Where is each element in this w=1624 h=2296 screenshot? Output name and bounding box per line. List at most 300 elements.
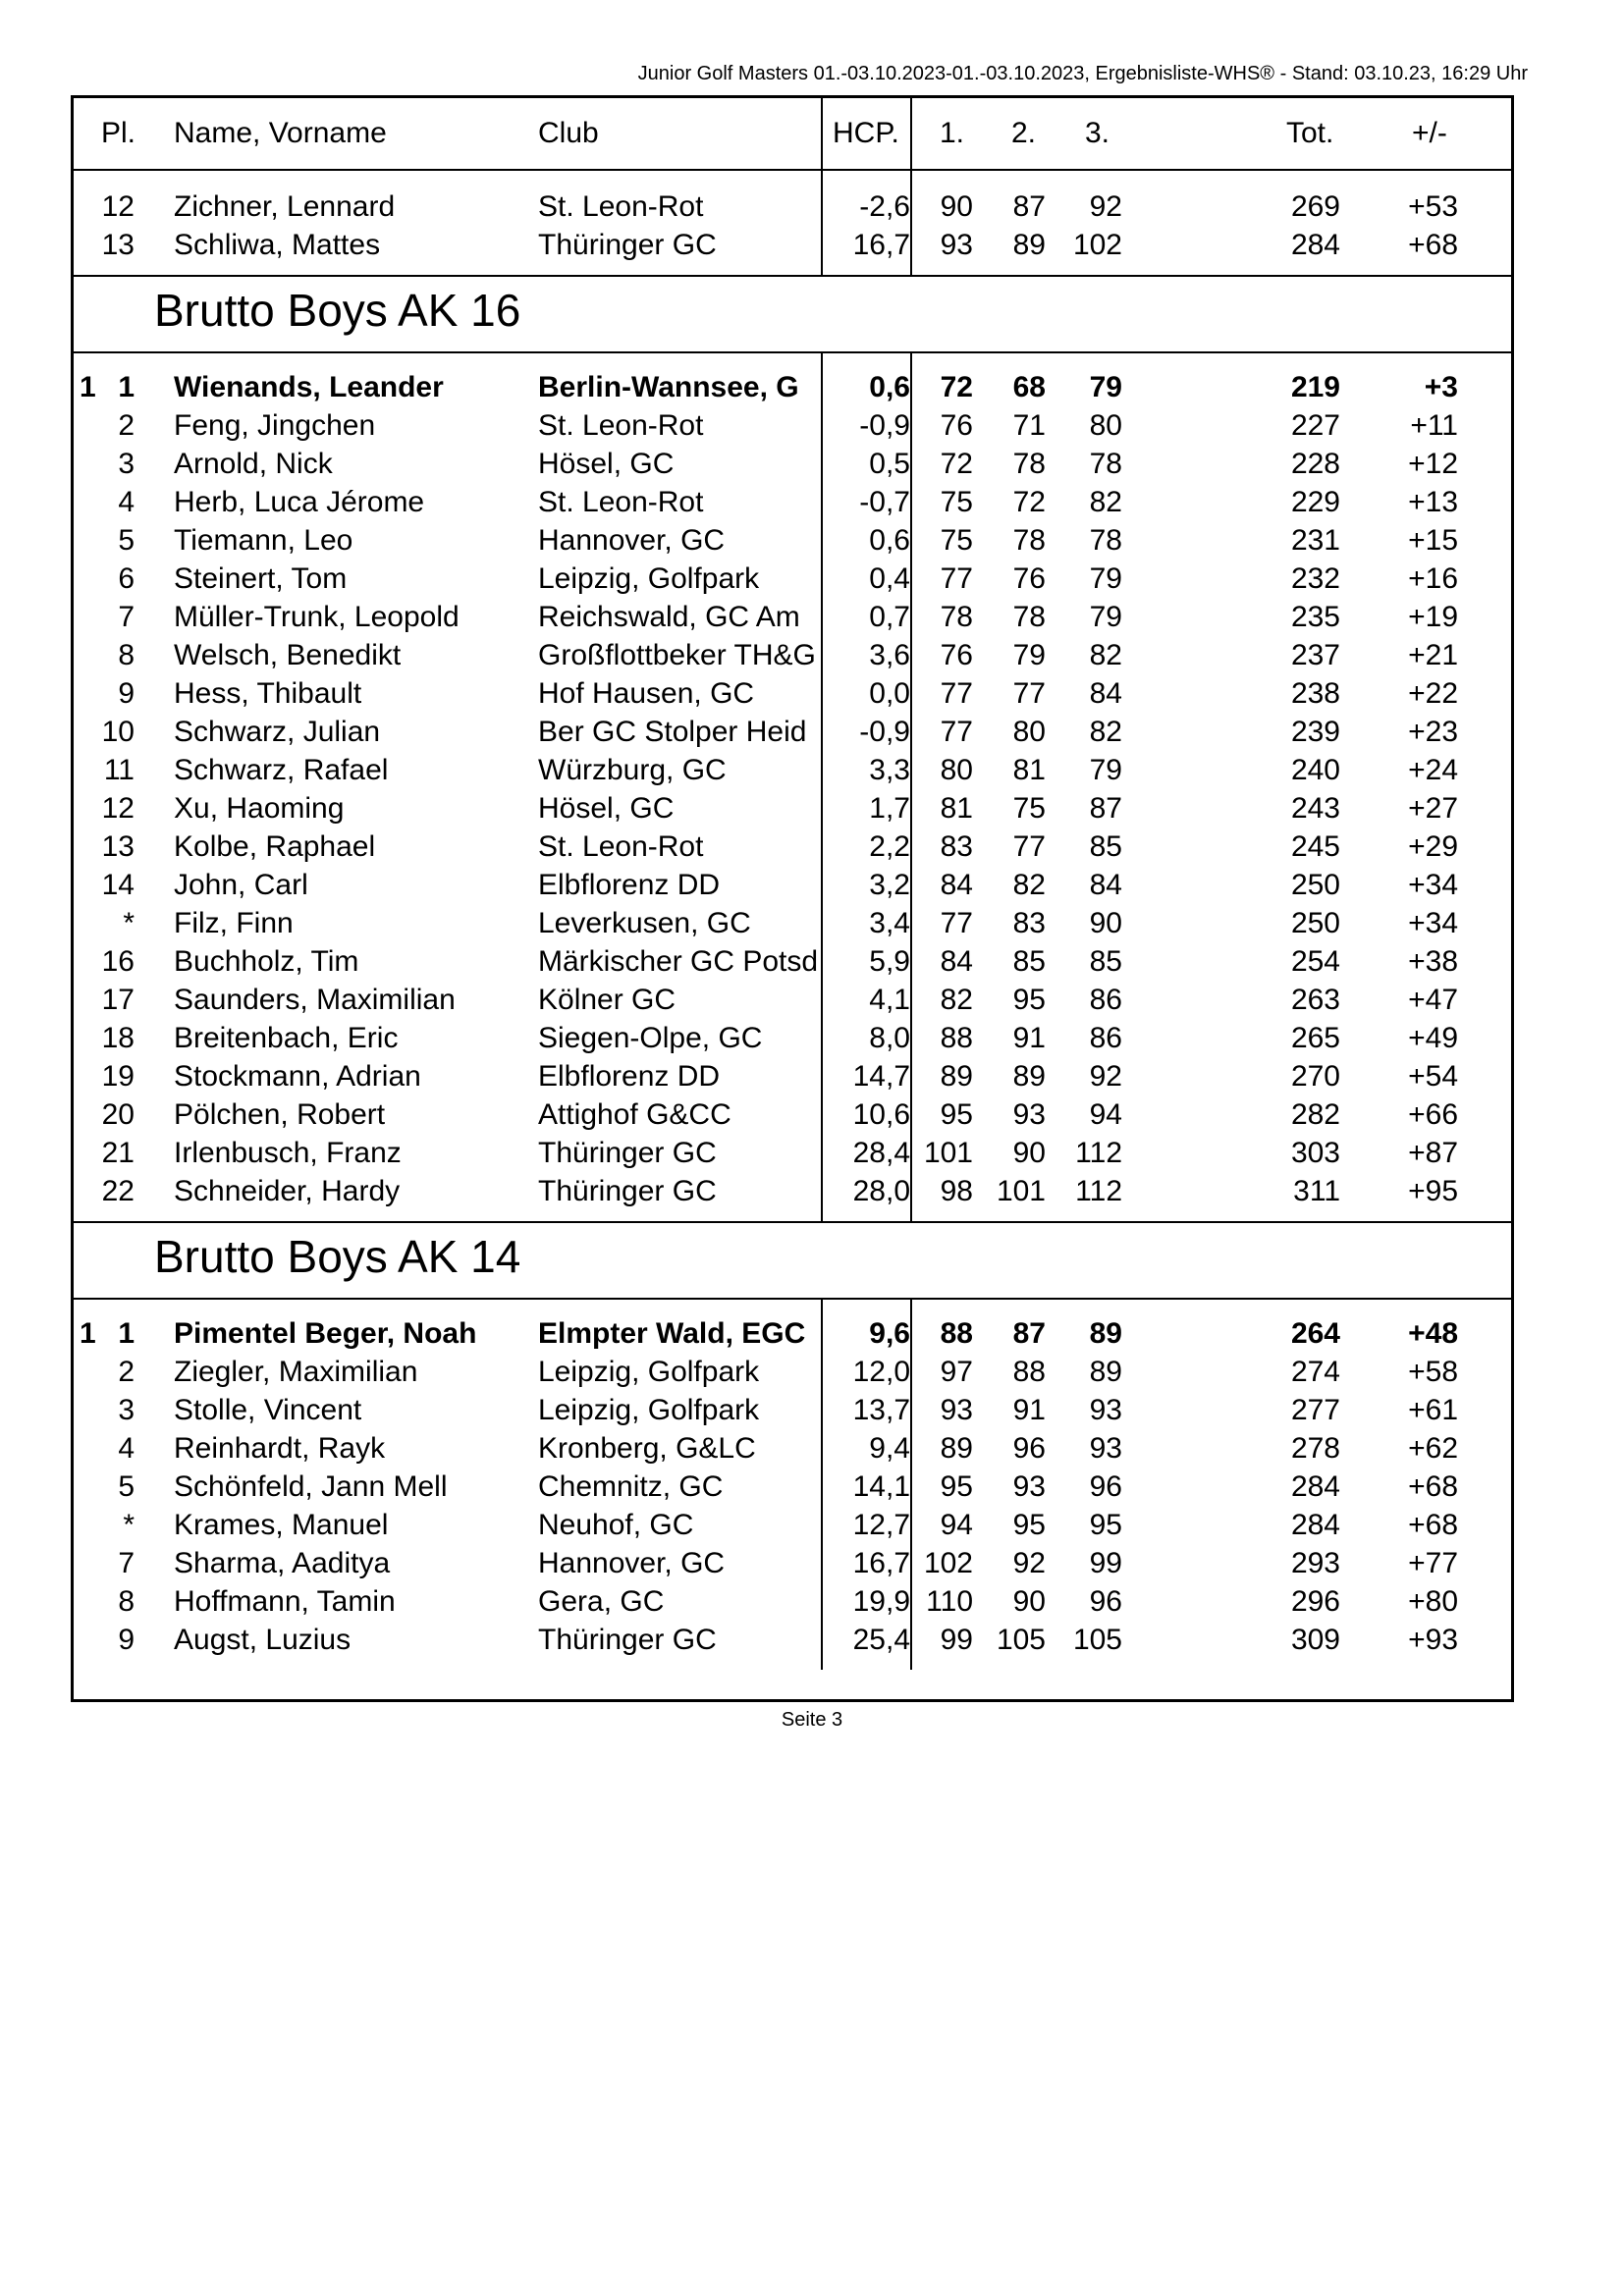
cell-place: 13	[101, 229, 135, 261]
cell-total: 243	[1290, 792, 1340, 825]
cell-place: 12	[101, 792, 135, 825]
cell-hcp: 0,5	[869, 448, 910, 480]
cell-club: Neuhof, GC	[538, 1509, 694, 1541]
cell-r3: 92	[1089, 190, 1122, 223]
cell-r2: 93	[1012, 1098, 1046, 1131]
cell-r2: 89	[1012, 229, 1046, 261]
cell-r2: 85	[1012, 945, 1046, 978]
cell-r3: 78	[1089, 524, 1122, 557]
cell-hcp: 2,2	[869, 830, 910, 863]
table-row	[74, 370, 1511, 408]
cell-r3: 112	[1075, 1175, 1122, 1207]
section-divider	[74, 1221, 1511, 1223]
cell-hcp: 25,4	[852, 1624, 910, 1656]
column-divider-rounds	[910, 1298, 912, 1670]
cell-total: 240	[1290, 754, 1340, 786]
table-row	[74, 1623, 1511, 1661]
section-title: Brutto Boys AK 14	[154, 1231, 521, 1282]
column-divider-hcp	[821, 1298, 823, 1670]
cell-r1: 77	[940, 907, 973, 939]
cell-total: 235	[1290, 601, 1340, 633]
cell-r2: 72	[1012, 486, 1046, 518]
cell-r3: 93	[1089, 1432, 1122, 1465]
cell-name: Pimentel Beger, Noah	[174, 1317, 477, 1350]
cell-name: Buchholz, Tim	[174, 945, 359, 978]
cell-name: Schwarz, Rafael	[174, 754, 389, 786]
cell-r2: 78	[1012, 524, 1046, 557]
cell-club: Leipzig, Golfpark	[538, 1356, 760, 1388]
cell-r2: 76	[1012, 562, 1046, 595]
cell-name: Krames, Manuel	[174, 1509, 389, 1541]
cell-name: Müller-Trunk, Leopold	[174, 601, 460, 633]
table-row	[74, 1431, 1511, 1469]
table-row	[74, 829, 1511, 868]
cell-name: Xu, Haoming	[174, 792, 345, 825]
cell-hcp: 16,7	[852, 229, 910, 261]
cell-r1: 81	[940, 792, 973, 825]
document-header: Junior Golf Masters 01.-03.10.2023-01.-03.10.2023, Ergebnisliste-WHS® - Stand: 03.10.23, 16:29 Uhr	[637, 63, 1528, 84]
cell-place: 7	[118, 1547, 135, 1579]
cell-hcp: 5,9	[869, 945, 910, 978]
cell-name: John, Carl	[174, 869, 308, 901]
cell-r1: 78	[940, 601, 973, 633]
cell-place: 16	[101, 945, 135, 978]
cell-hcp: 4,1	[869, 984, 910, 1016]
cell-club: Thüringer GC	[538, 229, 717, 261]
cell-hcp: -0,7	[859, 486, 910, 518]
table-row	[74, 1316, 1511, 1355]
cell-hcp: 28,4	[852, 1137, 910, 1169]
cell-name: Schliwa, Mattes	[174, 229, 381, 261]
cell-place: 7	[118, 601, 135, 633]
page-number: Seite 3	[781, 1709, 843, 1731]
cell-club: St. Leon-Rot	[538, 409, 704, 442]
cell-diff: +49	[1408, 1022, 1458, 1054]
cell-r3: 82	[1089, 486, 1122, 518]
cell-hcp: 1,7	[869, 792, 910, 825]
cell-place: 4	[118, 486, 135, 518]
cell-r2: 77	[1012, 677, 1046, 710]
cell-total: 284	[1290, 1470, 1340, 1503]
cell-name: Arnold, Nick	[174, 448, 333, 480]
cell-diff: +77	[1408, 1547, 1458, 1579]
cell-r1: 77	[940, 677, 973, 710]
cell-r3: 92	[1089, 1060, 1122, 1093]
cell-r3: 96	[1089, 1470, 1122, 1503]
cell-hcp: 9,6	[869, 1317, 910, 1350]
cell-place: 8	[118, 1585, 135, 1618]
cell-diff: +80	[1408, 1585, 1458, 1618]
cell-place: 4	[118, 1432, 135, 1465]
cell-r2: 93	[1012, 1470, 1046, 1503]
cell-r1: 93	[940, 229, 973, 261]
table-row	[74, 189, 1511, 228]
cell-total: 227	[1290, 409, 1340, 442]
table-row	[74, 983, 1511, 1021]
table-row	[74, 906, 1511, 944]
cell-club: Siegen-Olpe, GC	[538, 1022, 763, 1054]
table-row	[74, 523, 1511, 561]
cell-r1: 84	[940, 945, 973, 978]
cell-total: 309	[1290, 1624, 1340, 1656]
column-divider-hcp	[821, 98, 823, 275]
cell-diff: +12	[1408, 448, 1458, 480]
cell-r2: 83	[1012, 907, 1046, 939]
row-rank: 1	[80, 371, 96, 403]
cell-club: Attighof G&CC	[538, 1098, 731, 1131]
cell-r2: 91	[1012, 1394, 1046, 1426]
cell-club: Hösel, GC	[538, 448, 675, 480]
cell-total: 284	[1290, 229, 1340, 261]
table-row	[74, 868, 1511, 906]
cell-total: 293	[1290, 1547, 1340, 1579]
table-row	[74, 600, 1511, 638]
cell-total: 264	[1290, 1317, 1340, 1350]
cell-hcp: 10,6	[852, 1098, 910, 1131]
cell-name: Tiemann, Leo	[174, 524, 353, 557]
cell-diff: +15	[1408, 524, 1458, 557]
cell-r3: 86	[1089, 984, 1122, 1016]
cell-r1: 93	[940, 1394, 973, 1426]
cell-r2: 75	[1012, 792, 1046, 825]
cell-r1: 75	[940, 486, 973, 518]
cell-diff: +95	[1408, 1175, 1458, 1207]
cell-name: Pölchen, Robert	[174, 1098, 386, 1131]
cell-total: 231	[1290, 524, 1340, 557]
cell-club: Ber GC Stolper Heid	[538, 716, 807, 748]
cell-r2: 71	[1012, 409, 1046, 442]
cell-total: 278	[1290, 1432, 1340, 1465]
cell-name: Zichner, Lennard	[174, 190, 396, 223]
cell-club: Gera, GC	[538, 1585, 665, 1618]
cell-diff: +21	[1408, 639, 1458, 671]
cell-r1: 77	[940, 562, 973, 595]
cell-r2: 82	[1012, 869, 1046, 901]
cell-r3: 96	[1089, 1585, 1122, 1618]
cell-r2: 105	[996, 1624, 1046, 1656]
cell-total: 274	[1290, 1356, 1340, 1388]
cell-diff: +58	[1408, 1356, 1458, 1388]
cell-r2: 77	[1012, 830, 1046, 863]
cell-total: 219	[1290, 371, 1340, 403]
table-row	[74, 791, 1511, 829]
cell-name: Feng, Jingchen	[174, 409, 376, 442]
cell-club: Elmpter Wald, EGC	[538, 1317, 806, 1350]
cell-club: Hannover, GC	[538, 1547, 726, 1579]
table-row	[74, 1021, 1511, 1059]
cell-r3: 89	[1089, 1317, 1122, 1350]
cell-r3: 89	[1089, 1356, 1122, 1388]
cell-r3: 86	[1089, 1022, 1122, 1054]
cell-r2: 89	[1012, 1060, 1046, 1093]
cell-club: St. Leon-Rot	[538, 190, 704, 223]
cell-total: 232	[1290, 562, 1340, 595]
cell-r3: 112	[1075, 1137, 1122, 1169]
cell-total: 250	[1290, 869, 1340, 901]
cell-r2: 80	[1012, 716, 1046, 748]
cell-r3: 84	[1089, 869, 1122, 901]
cell-diff: +68	[1408, 1509, 1458, 1541]
cell-r3: 85	[1089, 945, 1122, 978]
cell-r3: 102	[1072, 229, 1122, 261]
cell-diff: +87	[1408, 1137, 1458, 1169]
cell-r1: 76	[940, 639, 973, 671]
cell-diff: +3	[1424, 371, 1458, 403]
cell-total: 282	[1290, 1098, 1340, 1131]
cell-r2: 81	[1012, 754, 1046, 786]
cell-total: 269	[1290, 190, 1340, 223]
cell-total: 296	[1290, 1585, 1340, 1618]
cell-r1: 94	[940, 1509, 973, 1541]
cell-total: 284	[1290, 1509, 1340, 1541]
cell-diff: +54	[1408, 1060, 1458, 1093]
cell-club: Großflottbeker TH&G	[538, 639, 816, 671]
table-row	[74, 228, 1511, 266]
table-row	[74, 447, 1511, 485]
cell-place: 22	[101, 1175, 135, 1207]
cell-r3: 85	[1089, 830, 1122, 863]
cell-club: Leverkusen, GC	[538, 907, 751, 939]
cell-club: Berlin-Wannsee, G	[538, 371, 799, 403]
cell-club: Elbflorenz DD	[538, 869, 721, 901]
cell-diff: +27	[1408, 792, 1458, 825]
cell-r2: 68	[1012, 371, 1046, 403]
table-row	[74, 1355, 1511, 1393]
cell-r1: 83	[940, 830, 973, 863]
cell-club: Leipzig, Golfpark	[538, 562, 760, 595]
cell-diff: +38	[1408, 945, 1458, 978]
cell-diff: +93	[1408, 1624, 1458, 1656]
cell-diff: +11	[1410, 409, 1458, 442]
cell-place: 11	[103, 754, 135, 786]
cell-club: Thüringer GC	[538, 1624, 717, 1656]
cell-diff: +16	[1408, 562, 1458, 595]
cell-r1: 76	[940, 409, 973, 442]
cell-name: Breitenbach, Eric	[174, 1022, 399, 1054]
cell-r3: 99	[1089, 1547, 1122, 1579]
table-row	[74, 1546, 1511, 1584]
cell-hcp: 3,2	[869, 869, 910, 901]
cell-club: St. Leon-Rot	[538, 486, 704, 518]
col-header-total: Tot.	[1286, 117, 1334, 149]
cell-r2: 90	[1012, 1137, 1046, 1169]
cell-diff: +19	[1408, 601, 1458, 633]
cell-place: 10	[101, 716, 135, 748]
cell-place: 17	[101, 984, 135, 1016]
cell-club: Kölner GC	[538, 984, 677, 1016]
cell-club: Thüringer GC	[538, 1175, 717, 1207]
cell-club: Chemnitz, GC	[538, 1470, 724, 1503]
cell-name: Welsch, Benedikt	[174, 639, 402, 671]
cell-diff: +68	[1408, 1470, 1458, 1503]
cell-place: 19	[101, 1060, 135, 1093]
cell-diff: +68	[1408, 229, 1458, 261]
cell-diff: +34	[1408, 869, 1458, 901]
table-row	[74, 1469, 1511, 1508]
cell-hcp: -0,9	[859, 716, 910, 748]
cell-place: 12	[101, 190, 135, 223]
row-rank: 1	[80, 1317, 96, 1350]
section-title-divider	[74, 351, 1511, 353]
cell-r1: 97	[940, 1356, 973, 1388]
cell-hcp: 0,6	[869, 371, 910, 403]
cell-total: 228	[1290, 448, 1340, 480]
cell-total: 237	[1290, 639, 1340, 671]
cell-r3: 78	[1089, 448, 1122, 480]
cell-club: Reichswald, GC Am	[538, 601, 800, 633]
column-divider-rounds	[910, 351, 912, 1221]
cell-r2: 96	[1012, 1432, 1046, 1465]
section-title: Brutto Boys AK 16	[154, 285, 521, 336]
col-header-hcp: HCP.	[833, 117, 899, 149]
cell-place: 6	[118, 562, 135, 595]
cell-name: Hess, Thibault	[174, 677, 362, 710]
cell-r2: 101	[996, 1175, 1046, 1207]
cell-hcp: 12,7	[852, 1509, 910, 1541]
header-divider	[74, 169, 1511, 171]
cell-hcp: 14,7	[852, 1060, 910, 1093]
cell-club: Kronberg, G&LC	[538, 1432, 756, 1465]
cell-name: Filz, Finn	[174, 907, 294, 939]
col-header-diff: +/-	[1412, 117, 1447, 149]
cell-place: *	[123, 907, 135, 939]
cell-total: 238	[1290, 677, 1340, 710]
cell-total: 303	[1290, 1137, 1340, 1169]
cell-place: 1	[118, 1317, 135, 1350]
cell-place: 5	[118, 524, 135, 557]
cell-place: 2	[118, 409, 135, 442]
col-header-name: Name, Vorname	[174, 117, 387, 149]
table-row	[74, 753, 1511, 791]
cell-name: Schwarz, Julian	[174, 716, 381, 748]
table-row	[74, 1508, 1511, 1546]
cell-name: Stockmann, Adrian	[174, 1060, 421, 1093]
cell-r2: 91	[1012, 1022, 1046, 1054]
table-row	[74, 1393, 1511, 1431]
cell-hcp: 13,7	[852, 1394, 910, 1426]
cell-r1: 77	[940, 716, 973, 748]
cell-r1: 84	[940, 869, 973, 901]
cell-place: 3	[118, 448, 135, 480]
cell-place: 21	[101, 1137, 135, 1169]
table-row	[74, 408, 1511, 447]
cell-total: 245	[1290, 830, 1340, 863]
table-row	[74, 1136, 1511, 1174]
cell-name: Steinert, Tom	[174, 562, 348, 595]
cell-r2: 87	[1012, 1317, 1046, 1350]
col-header-place: Pl.	[101, 117, 136, 149]
col-header-round1: 1.	[940, 117, 965, 149]
table-row	[74, 715, 1511, 753]
cell-r2: 90	[1012, 1585, 1046, 1618]
cell-hcp: 14,1	[852, 1470, 910, 1503]
cell-r3: 82	[1089, 639, 1122, 671]
cell-r2: 95	[1012, 984, 1046, 1016]
cell-total: 277	[1290, 1394, 1340, 1426]
cell-diff: +66	[1408, 1098, 1458, 1131]
cell-r3: 90	[1089, 907, 1122, 939]
cell-r1: 110	[926, 1585, 973, 1618]
cell-place: 8	[118, 639, 135, 671]
cell-r3: 79	[1089, 562, 1122, 595]
cell-r3: 82	[1089, 716, 1122, 748]
cell-r3: 87	[1089, 792, 1122, 825]
table-row	[74, 1584, 1511, 1623]
cell-r1: 89	[940, 1060, 973, 1093]
cell-name: Reinhardt, Rayk	[174, 1432, 386, 1465]
cell-r2: 95	[1012, 1509, 1046, 1541]
cell-name: Herb, Luca Jérome	[174, 486, 425, 518]
cell-diff: +47	[1408, 984, 1458, 1016]
cell-place: 20	[101, 1098, 135, 1131]
cell-name: Hoffmann, Tamin	[174, 1585, 396, 1618]
cell-r3: 95	[1089, 1509, 1122, 1541]
cell-hcp: 8,0	[869, 1022, 910, 1054]
cell-hcp: 19,9	[852, 1585, 910, 1618]
cell-name: Schneider, Hardy	[174, 1175, 401, 1207]
cell-name: Saunders, Maximilian	[174, 984, 456, 1016]
results-table	[71, 95, 1514, 1702]
cell-club: Thüringer GC	[538, 1137, 717, 1169]
cell-club: Hannover, GC	[538, 524, 726, 557]
cell-r3: 84	[1089, 677, 1122, 710]
cell-name: Stolle, Vincent	[174, 1394, 362, 1426]
table-row	[74, 485, 1511, 523]
cell-r3: 93	[1089, 1394, 1122, 1426]
cell-r1: 82	[940, 984, 973, 1016]
table-row	[74, 1097, 1511, 1136]
cell-r3: 79	[1089, 371, 1122, 403]
table-row	[74, 1174, 1511, 1212]
cell-total: 263	[1290, 984, 1340, 1016]
cell-total: 254	[1290, 945, 1340, 978]
cell-name: Ziegler, Maximilian	[174, 1356, 418, 1388]
cell-r2: 87	[1012, 190, 1046, 223]
section-divider	[74, 275, 1511, 277]
cell-hcp: -0,9	[859, 409, 910, 442]
cell-r2: 79	[1012, 639, 1046, 671]
cell-diff: +13	[1408, 486, 1458, 518]
cell-club: Hösel, GC	[538, 792, 675, 825]
cell-r1: 95	[940, 1098, 973, 1131]
cell-r2: 78	[1012, 601, 1046, 633]
cell-r1: 72	[940, 448, 973, 480]
cell-place: *	[123, 1509, 135, 1541]
section-title-divider	[74, 1298, 1511, 1300]
cell-hcp: 3,3	[869, 754, 910, 786]
cell-club: St. Leon-Rot	[538, 830, 704, 863]
cell-r2: 92	[1012, 1547, 1046, 1579]
cell-hcp: 3,6	[869, 639, 910, 671]
cell-diff: +53	[1408, 190, 1458, 223]
cell-total: 265	[1290, 1022, 1340, 1054]
cell-r3: 79	[1089, 754, 1122, 786]
cell-place: 9	[118, 677, 135, 710]
cell-place: 5	[118, 1470, 135, 1503]
cell-r3: 79	[1089, 601, 1122, 633]
cell-total: 311	[1293, 1175, 1340, 1207]
cell-place: 18	[101, 1022, 135, 1054]
cell-name: Sharma, Aaditya	[174, 1547, 391, 1579]
cell-hcp: 9,4	[869, 1432, 910, 1465]
cell-club: Märkischer GC Potsd	[538, 945, 819, 978]
cell-name: Schönfeld, Jann Mell	[174, 1470, 448, 1503]
table-row	[74, 676, 1511, 715]
table-row	[74, 1059, 1511, 1097]
cell-hcp: 16,7	[852, 1547, 910, 1579]
cell-hcp: 12,0	[852, 1356, 910, 1388]
cell-r1: 95	[940, 1470, 973, 1503]
